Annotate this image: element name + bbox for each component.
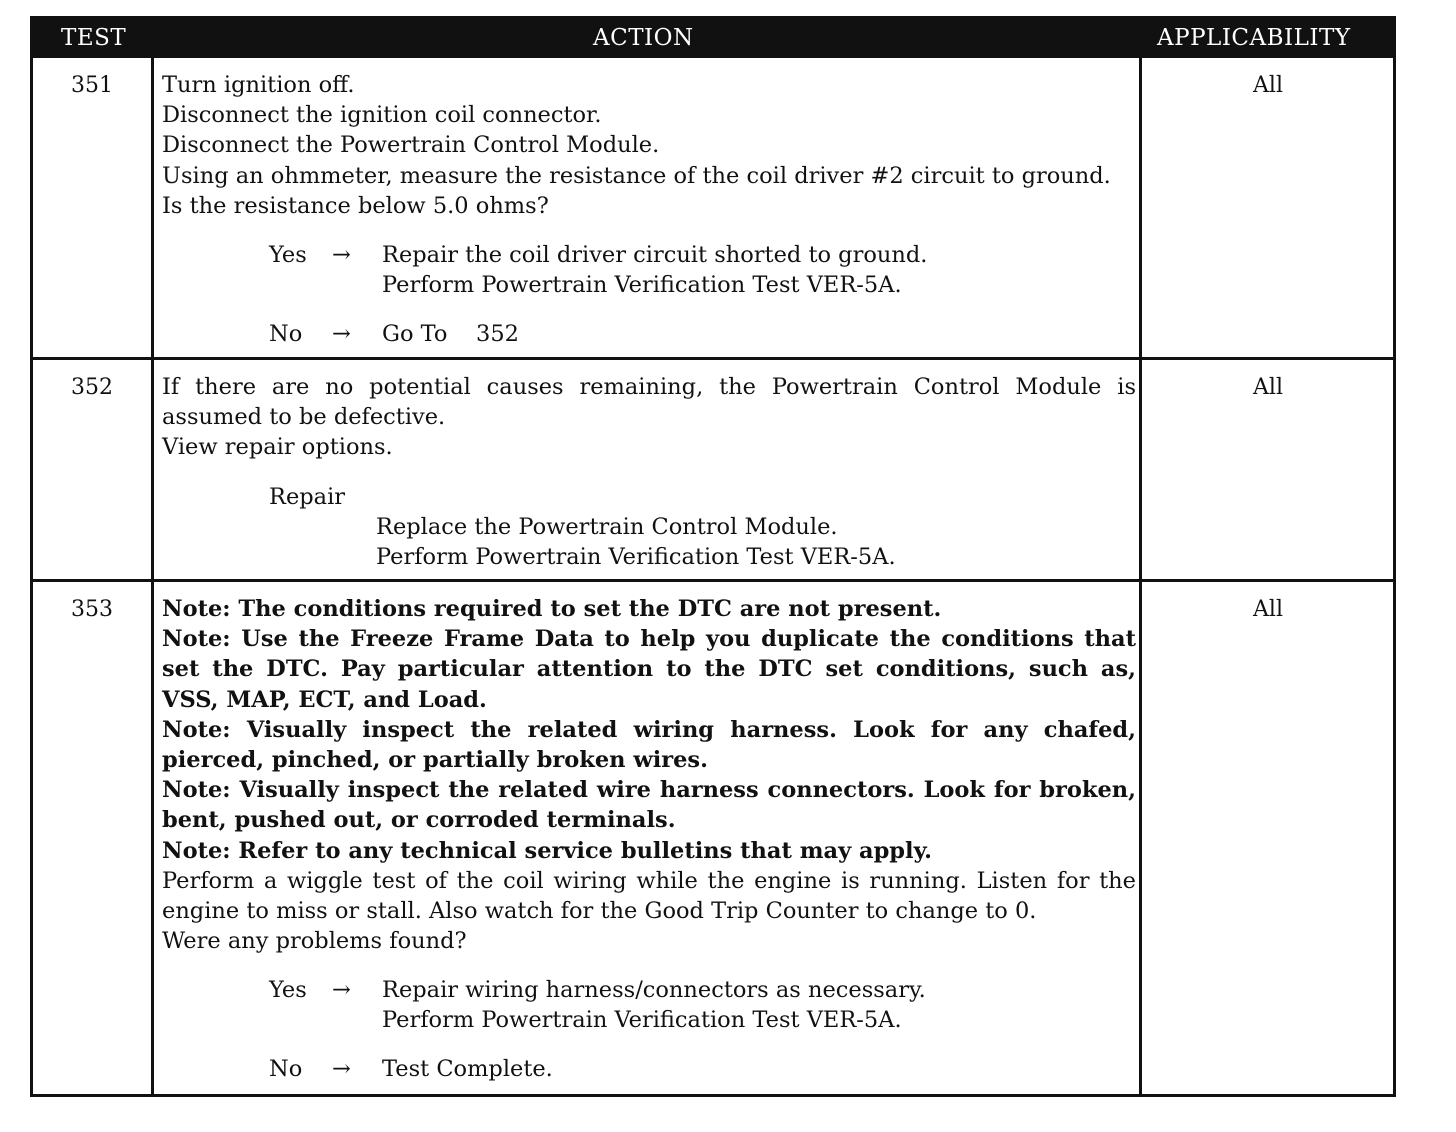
header-applicability: APPLICABILITY xyxy=(1157,25,1351,51)
action-paragraph: Perform a wiggle test of the coil wiring while the engine is running. Listen for the engine to miss or stall. Also watch for the Good Trip Counter to change to 0. xyxy=(162,867,1136,925)
yes-action: Repair the coil driver circuit shorted to ground. xyxy=(382,242,928,269)
action-line: Using an ohmmeter, measure the resistance of the coil driver #2 circuit to ground. xyxy=(162,162,1111,189)
row-divider xyxy=(33,579,1393,582)
yes-response-line2 xyxy=(162,270,1136,300)
no-label: No xyxy=(269,321,303,348)
repair-label: Repair xyxy=(269,483,346,510)
action-line: Disconnect the ignition coil connector. xyxy=(162,102,602,129)
test-number: 351 xyxy=(71,73,113,98)
repair-action: Perform Powertrain Verification Test VER-5A. xyxy=(376,544,896,571)
action-question: Were any problems found? xyxy=(162,928,467,955)
no-response xyxy=(162,319,1136,349)
diagnostic-table xyxy=(30,16,1396,1097)
arrow-icon: → xyxy=(332,1056,351,1083)
note: Note: The conditions required to set the DTC are not present. xyxy=(162,596,942,622)
yes-action: Perform Powertrain Verification Test VER-5A. xyxy=(382,1007,902,1034)
applicability-value: All xyxy=(1253,597,1283,622)
column-divider xyxy=(1139,19,1142,1094)
action-question: Is the resistance below 5.0 ohms? xyxy=(162,192,549,219)
note: Note: Use the Freeze Frame Data to help you duplicate the conditions that set the DTC. Pay particular attention to the DTC set conditions, such as, VSS, MAP, ECT, and Load. xyxy=(162,626,1136,713)
action-cell-353 xyxy=(162,594,1136,1084)
yes-action: Perform Powertrain Verification Test VER-5A. xyxy=(382,272,902,299)
table-header xyxy=(33,19,1393,58)
yes-response-line2 xyxy=(162,1005,1136,1035)
action-line: Disconnect the Powertrain Control Module. xyxy=(162,132,660,159)
yes-label: Yes xyxy=(269,977,307,1004)
arrow-icon: → xyxy=(332,977,351,1004)
row-divider xyxy=(33,357,1393,360)
arrow-icon: → xyxy=(332,321,351,348)
note: Note: Refer to any technical service bulletins that may apply. xyxy=(162,837,932,864)
yes-response xyxy=(162,240,1136,270)
yes-response xyxy=(162,975,1136,1005)
action-line: View repair options. xyxy=(162,434,393,461)
yes-label: Yes xyxy=(269,242,307,269)
test-number: 352 xyxy=(71,375,113,400)
goto-test-number: 352 xyxy=(476,321,519,348)
applicability-value: All xyxy=(1253,375,1283,400)
note: Note: Visually inspect the related wire harness connectors. Look for broken, bent, pushed out, or corroded terminals. xyxy=(162,777,1136,834)
no-action: Test Complete. xyxy=(382,1056,553,1083)
applicability-value: All xyxy=(1253,73,1283,98)
test-number: 353 xyxy=(71,597,113,622)
note: Note: Visually inspect the related wiring harness. Look for any chafed, pierced, pinched, or partially broken wires. xyxy=(162,716,1136,774)
no-response xyxy=(162,1054,1136,1084)
arrow-icon: → xyxy=(332,242,351,269)
action-cell-352 xyxy=(162,372,1136,572)
header-test: TEST xyxy=(61,25,127,51)
column-divider xyxy=(151,19,154,1094)
no-label: No xyxy=(269,1056,303,1083)
action-line: Turn ignition off. xyxy=(162,72,355,98)
action-cell-351 xyxy=(162,70,1136,349)
no-action: Go To xyxy=(382,321,448,348)
header-action: ACTION xyxy=(593,25,694,51)
repair-action: Replace the Powertrain Control Module. xyxy=(376,513,838,540)
action-paragraph: If there are no potential causes remaining, the Powertrain Control Module is assumed to be defective. xyxy=(162,374,1136,431)
yes-action: Repair wiring harness/connectors as necessary. xyxy=(382,977,926,1004)
